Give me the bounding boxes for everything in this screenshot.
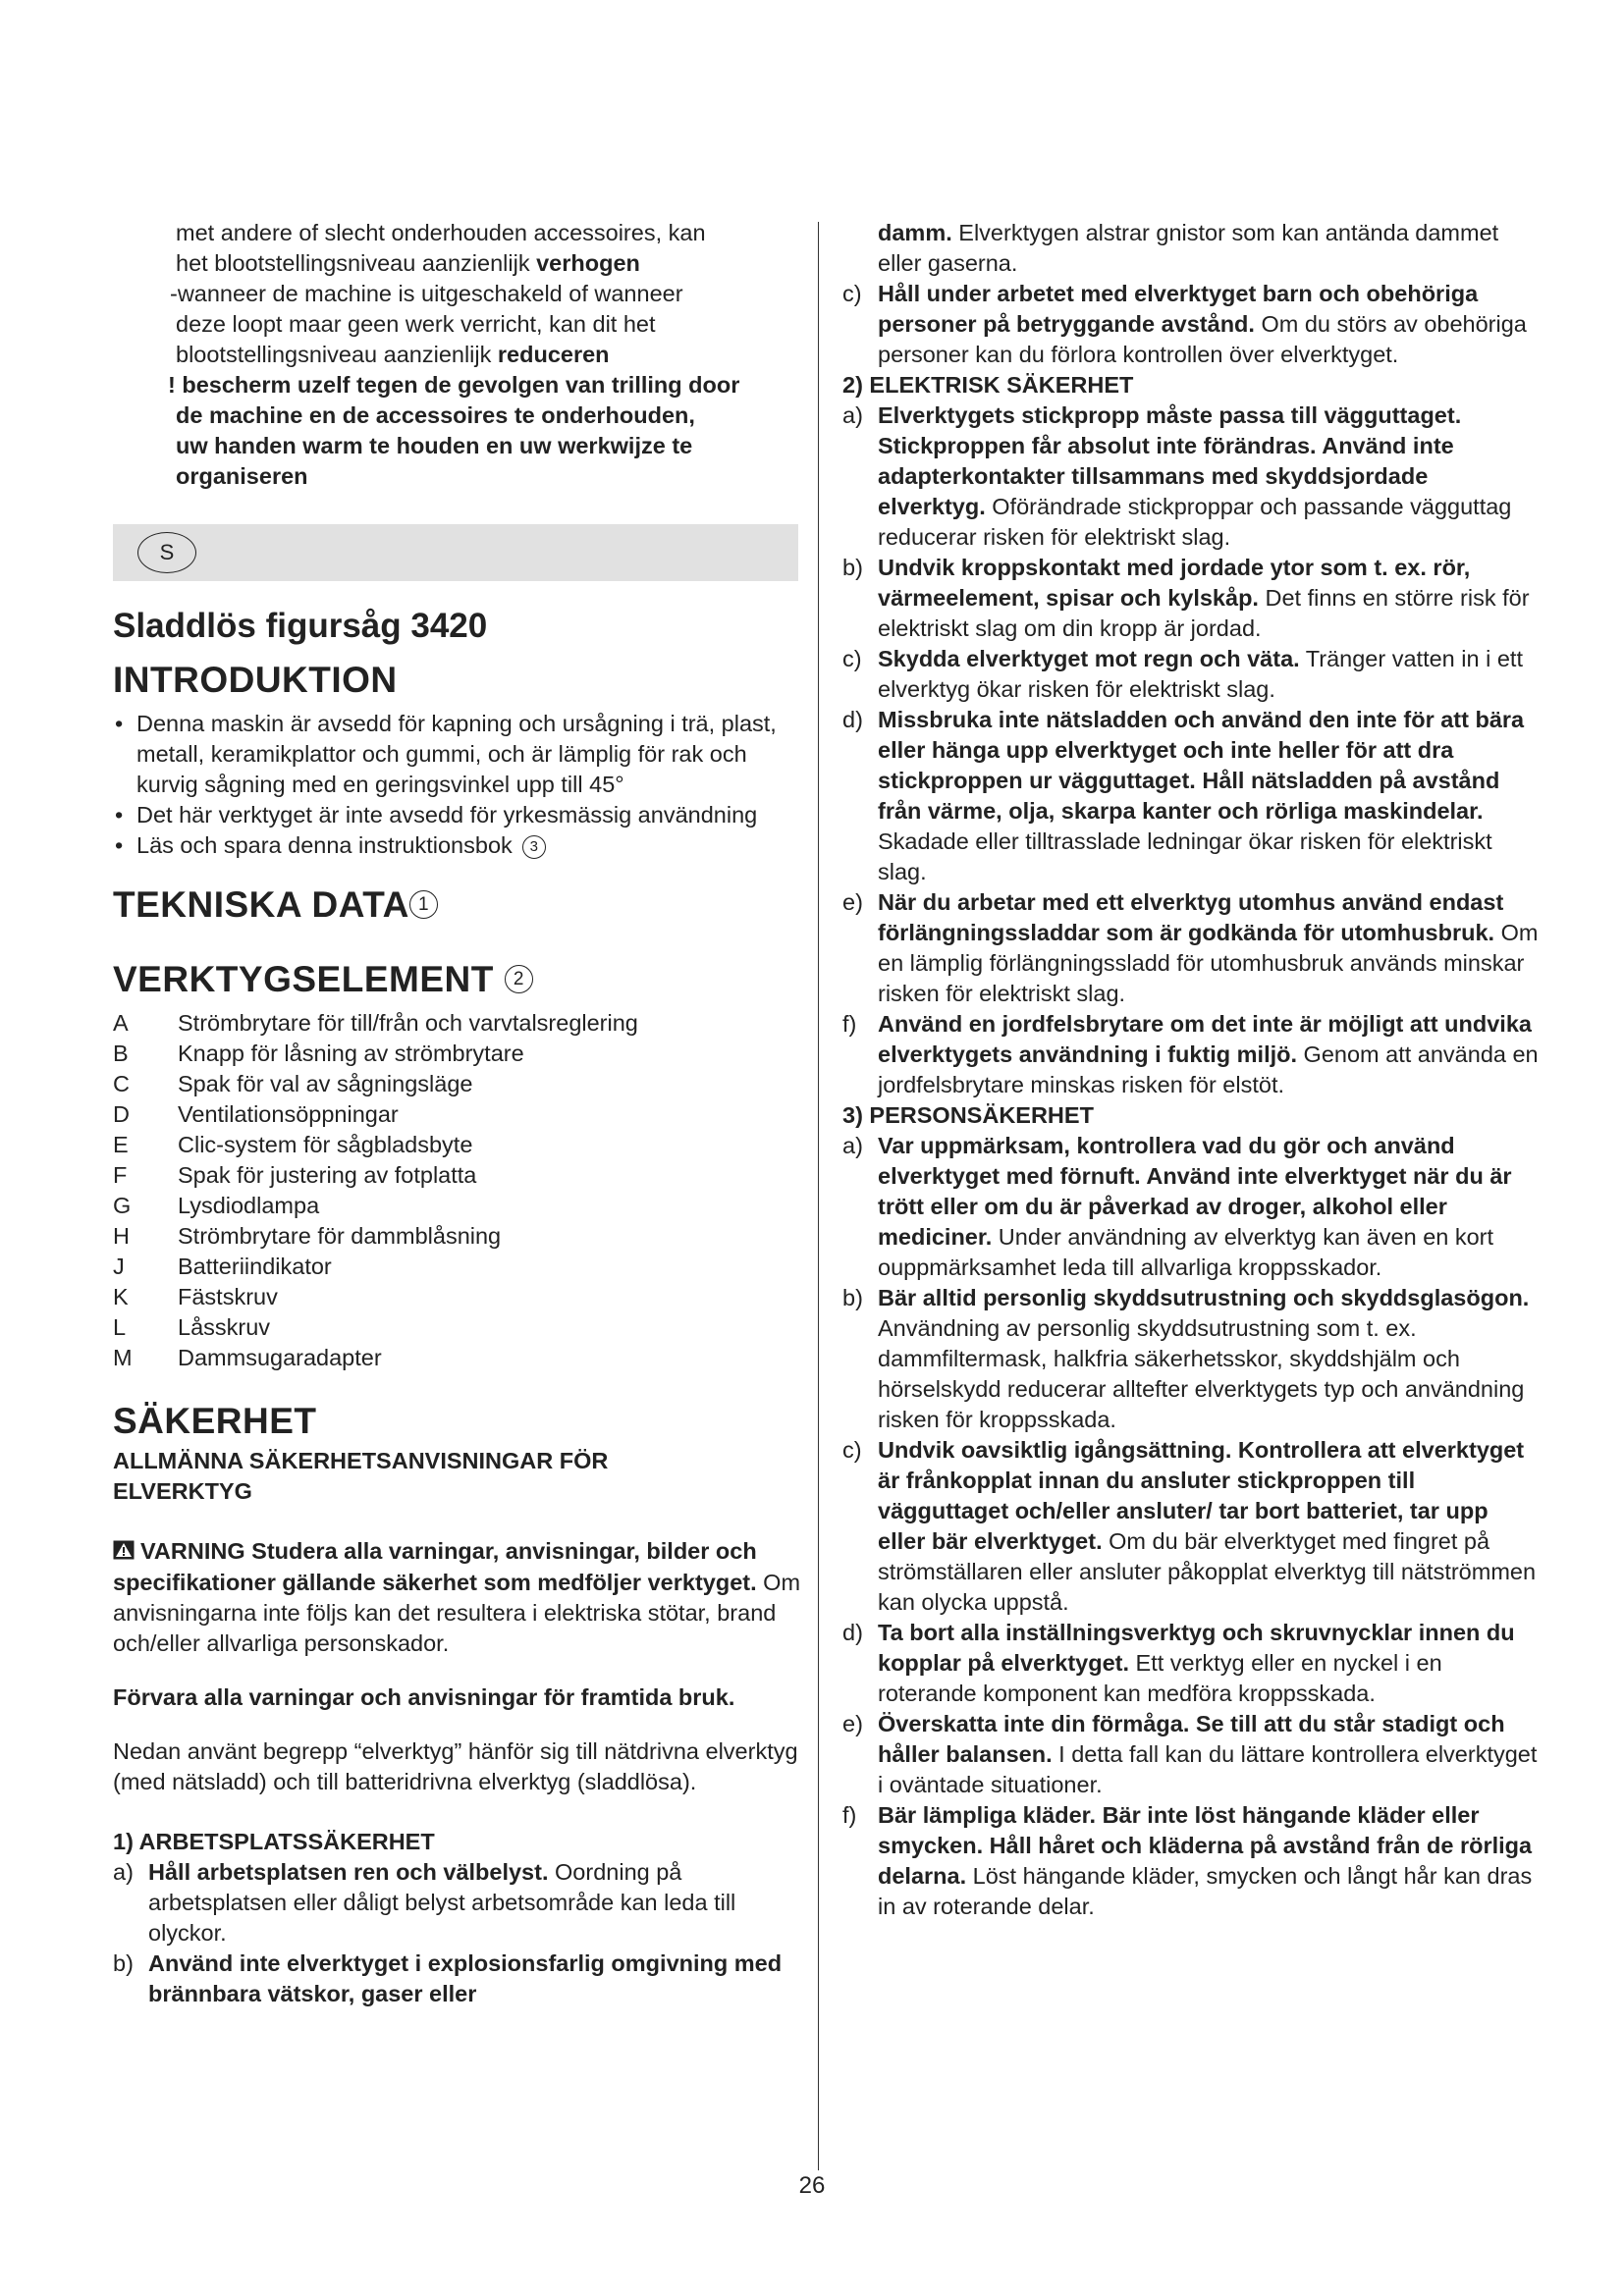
tool-element-key: K	[113, 1284, 129, 1309]
tool-element-key: A	[113, 1010, 129, 1036]
product-title: Sladdlös figursåg 3420	[113, 607, 488, 645]
work-area-item-c: c) Håll under arbetet med elverktyget barn och obehöriga personer på betryggande avstånd. Om du störs av obehöriga personer kan du förlora kontrollen över elverktyget.	[842, 281, 1527, 367]
dutch-tail	[113, 218, 805, 492]
electrical-item: f) Använd en jordfelsbrytare om det inte är möjligt att undvika elverktygets användning i fuktig miljö. Genom att använda en jordfelsbrytare minskas risken för elstöt.	[842, 1011, 1539, 1097]
warning-icon	[113, 1537, 135, 1568]
page-number: 26	[798, 2172, 826, 2199]
intro-heading: INTRODUKTION	[113, 660, 398, 700]
intro-bullet: • Denna maskin är avsedd för kapning och ursågning i trä, plast, metall, keramikplattor och gummi, och är lämplig för rak och kurvig sågning med en geringsvinkel upp till 45°	[113, 709, 805, 800]
intro-list	[113, 709, 805, 861]
tool-element-key: B	[113, 1041, 129, 1066]
dutch-line: blootstellingsniveau aanzienlijk reduceren	[176, 342, 610, 367]
work-area-item-a: a) Håll arbetsplatsen ren och välbelyst. Oordning på arbetsplatsen eller dåligt belyst arbetsområde kan leda till olyckor.	[113, 1859, 736, 1947]
tool-element-item	[113, 1312, 805, 1343]
tool-element-text: Clic-system för sågbladsbyte	[178, 1132, 473, 1157]
tool-element-item	[113, 1252, 805, 1282]
column-divider	[818, 222, 819, 2170]
dutch-line: met andere of slecht onderhouden accessoires, kan	[176, 220, 706, 245]
electrical-item: a) Elverktygets stickpropp måste passa till vägguttaget. Stickproppen får absolut inte förändras. Använd inte adapterkontakter tillsammans med skyddsjordade elverktyg. Oförändrade stickproppar och passande vägguttag reducerar risken för elektriskt slag.	[842, 402, 1512, 550]
tool-element-key: F	[113, 1162, 128, 1188]
tool-element-text: Strömbrytare för dammblåsning	[178, 1223, 502, 1249]
dutch-warning: ! bescherm uzelf tegen de gevolgen van trilling door	[168, 372, 740, 398]
tool-element-text: Lysdiodlampa	[178, 1193, 320, 1218]
tool-element-item	[113, 1039, 805, 1069]
tool-element-key: C	[113, 1071, 130, 1096]
left-column	[113, 218, 805, 492]
electrical-item: e) När du arbetar med ett elverktyg utomhus använd endast förlängningssladdar som är godkända för utomhusbruk. Om en lämplig förlängningssladd för utomhusbruk används minskar risken för elektriskt slag.	[842, 889, 1539, 1006]
tool-element-key: H	[113, 1223, 130, 1249]
tool-element-key: D	[113, 1101, 130, 1127]
figure-ref-3: 3	[522, 835, 546, 859]
tool-element-text: Spak för val av sågningsläge	[178, 1071, 473, 1096]
term-definition: Nedan använt begrepp “elverktyg” hänför sig till nätdrivna elverktyg (med nätsladd) och till batteridrivna elverktyg (sladdlösa).	[113, 1738, 798, 1795]
tool-element-item	[113, 1221, 805, 1252]
personal-item: e) Överskatta inte din förmåga. Se till att du står stadigt och håller balansen. I detta fall kan du lättare kontrollera elverktyget i oväntade situationer.	[842, 1711, 1538, 1797]
tool-element-key: M	[113, 1345, 133, 1370]
tool-element-key: E	[113, 1132, 129, 1157]
work-area-heading: 1) ARBETSPLATSSÄKERHET	[113, 1829, 435, 1855]
electrical-heading: 2) ELEKTRISK SÄKERHET	[842, 372, 1134, 398]
dutch-line: het blootstellingsniveau aanzienlijk verhogen	[176, 250, 640, 276]
dutch-warning: organiseren	[176, 463, 308, 489]
tool-element-text: Ventilationsöppningar	[178, 1101, 399, 1127]
tool-element-text: Fästskruv	[178, 1284, 278, 1309]
safety-subheading: ALLMÄNNA SÄKERHETSANVISNINGAR FÖR	[113, 1448, 609, 1473]
tool-elements-list	[113, 1008, 805, 1373]
tool-element-key: G	[113, 1193, 132, 1218]
personal-item: a) Var uppmärksam, kontrollera vad du gör och använd elverktyget med förnuft. Använd inte elverktyget när du är trött eller om du är påverkad av droger, alkohol eller mediciner. Under användning av elverktyg kan även en kort ouppmärksamhet leda till allvarliga kroppsskador.	[842, 1133, 1512, 1280]
intro-bullet: • Läs och spara denna instruktionsbok 3	[113, 830, 805, 861]
figure-ref-2: 2	[505, 965, 533, 993]
dutch-line: -wanneer de machine is uitgeschakeld of wanneer	[170, 281, 683, 306]
tool-element-item	[113, 1343, 805, 1373]
personal-heading: 3) PERSONSÄKERHET	[842, 1102, 1094, 1128]
tool-element-text: Strömbrytare för till/från och varvtalsreglering	[178, 1010, 638, 1036]
tool-element-key: L	[113, 1314, 127, 1340]
personal-item: b) Bär alltid personlig skyddsutrustning och skyddsglasögon. Användning av personlig skyddsutrustning som t. ex. dammfiltermask, halkfria säkerhetsskor, skyddshjälm och hörselskydd reducerar alltefter elverktygets typ och användning risken för kroppsskada.	[842, 1285, 1530, 1432]
tool-elements-heading: VERKTYGSELEMENT 2	[113, 957, 805, 1002]
tool-element-key: J	[113, 1254, 125, 1279]
left-column-main	[113, 589, 805, 2009]
tool-element-item	[113, 1069, 805, 1099]
tool-element-item	[113, 1130, 805, 1160]
right-column	[842, 218, 1542, 1922]
work-area-item-b: b) Använd inte elverktyget i explosionsfarlig omgivning med brännbara vätskor, gaser eller	[113, 1950, 783, 2007]
electrical-item: b) Undvik kroppskontakt med jordade ytor som t. ex. rör, värmeelement, spisar och kylskåp. Det finns en större risk för elektriskt slag om din kropp är jordad.	[842, 555, 1530, 641]
tool-element-item	[113, 1282, 805, 1312]
language-badge: S	[137, 532, 196, 573]
safety-heading: SÄKERHET	[113, 1401, 317, 1441]
tool-element-text: Knapp för låsning av strömbrytare	[178, 1041, 524, 1066]
tool-element-text: Dammsugaradapter	[178, 1345, 382, 1370]
tool-element-text: Batteriindikator	[178, 1254, 332, 1279]
dutch-warning: de machine en de accessoires te onderhouden,	[176, 402, 695, 428]
dutch-warning: uw handen warm te houden en uw werkwijze te	[176, 433, 693, 458]
tool-element-item	[113, 1008, 805, 1039]
personal-item: d) Ta bort alla inställningsverktyg och skruvnycklar innen du kopplar på elverktyget. Ett verktyg eller en nyckel i en roterande komponent kan medföra kroppsskada.	[842, 1620, 1515, 1706]
electrical-item: c) Skydda elverktyget mot regn och väta. Tränger vatten in i ett elverktyg ökar risken för elektriskt slag.	[842, 646, 1523, 702]
keep-instructions: Förvara alla varningar och anvisningar för framtida bruk.	[113, 1684, 735, 1711]
personal-item: f) Bär lämpliga kläder. Bär inte löst hängande kläder eller smycken. Håll håret och kläderna på avstånd från de rörliga delarna. Löst hängande kläder, smycken och långt hår kan dras in av roterande delar.	[842, 1802, 1533, 1919]
tool-element-text: Låsskruv	[178, 1314, 271, 1340]
tool-element-item	[113, 1191, 805, 1221]
tool-element-text: Spak för justering av fotplatta	[178, 1162, 477, 1188]
safety-subheading: ELVERKTYG	[113, 1478, 252, 1504]
electrical-list	[842, 400, 1542, 1100]
electrical-item: d) Missbruka inte nätsladden och använd den inte för att bära eller hänga upp elverktyget och inte heller för att dra stickproppen ur vägguttaget. Håll nätsladden på avstånd från värme, olja, skarpa kanter och rörliga maskindelar. Skadade eller tilltrasslade ledningar ökar risken för elektriskt slag.	[842, 707, 1525, 884]
language-bar	[113, 524, 798, 581]
tool-element-item	[113, 1099, 805, 1130]
intro-bullet: • Det här verktyget är inte avsedd för yrkesmässig användning	[113, 800, 805, 830]
dutch-line: deze loopt maar geen werk verricht, kan dit het	[176, 311, 656, 337]
personal-list	[842, 1131, 1542, 1922]
personal-item: c) Undvik oavsiktlig igångsättning. Kontrollera att elverktyget är frånkopplat innan du ansluter stickproppen till vägguttaget och/eller ansluter/ tar bort batteriet, tar upp eller bär elverktyget. Om du bär elverktyget med fingret på strömställaren eller ansluter påkopplat elverktyg till nätströmmen kan olycka uppstå.	[842, 1437, 1537, 1615]
figure-ref-1: 1	[409, 890, 438, 919]
tool-element-item	[113, 1160, 805, 1191]
technical-data-heading: TEKNISKA DATA 1	[113, 882, 805, 928]
safety-warning: VARNING Studera alla varningar, anvisningar, bilder och specifikationer gällande säkerhet som medföljer verktyget. Om anvisningarna inte följs kan det resultera i elektriska stötar, brand och/eller allvarliga personskador.	[113, 1538, 801, 1657]
work-area-item-b-continued: damm. Elverktygen alstrar gnistor som kan antända dammet eller gaserna.	[878, 220, 1499, 276]
